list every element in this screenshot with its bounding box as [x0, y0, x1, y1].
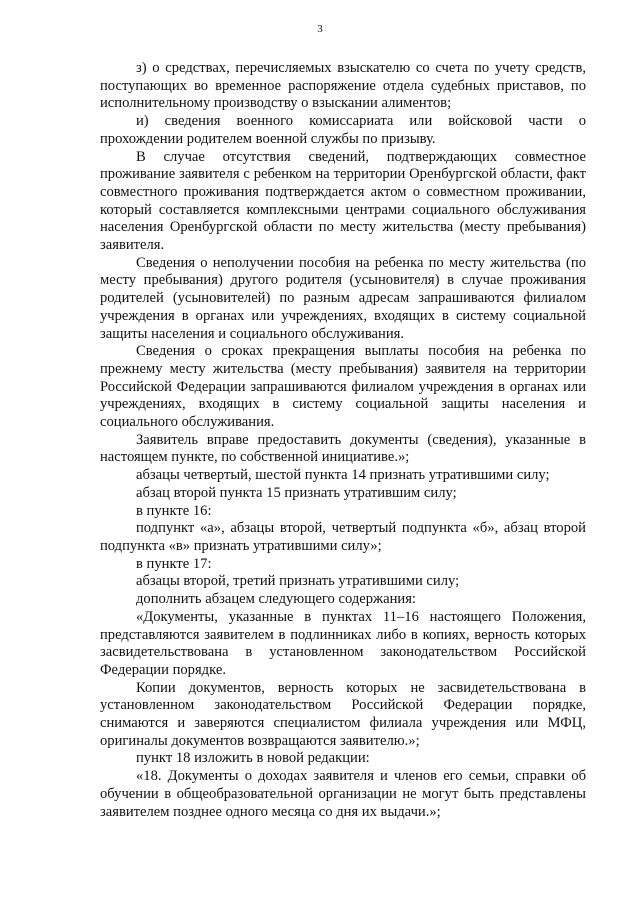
paragraph-item-16-subitems: подпункт «а», абзацы второй, четвертый подпункта «б», абзац второй подпункта «в» признать утратившими силу»;	[100, 520, 586, 554]
paragraph-z-funds: з) о средствах, перечисляемых взыскателю со счета по учету средств, поступающих во временное распоряжение отдела судебных приставов, по исполнительному производству о взыскании алиментов;	[100, 60, 586, 112]
paragraph-item-17-heading: в пункте 17:	[136, 555, 212, 572]
document-body	[100, 60, 586, 821]
paragraph-non-receipt-info: Сведения о неполучении пособия на ребенка по месту жительства (по месту пребывания) другого родителя (усыновителя) в случае проживания родителей (усыновителей) по разным адресам запрашиваются филиалом учреждения в органах или учреждениях, входящих в систему социальной защиты населения и социального обслуживания.	[100, 254, 586, 342]
paragraph-item-18-text: «18. Документы о доходах заявителя и членов его семьи, справки об обучении в общеобразовательной организации не могут быть представлены заявителем позднее одного месяца со дня их выдачи.»;	[100, 768, 586, 820]
paragraph-item-15: абзац второй пункта 15 признать утратившим силу;	[136, 484, 457, 501]
paragraph-termination-dates: Сведения о сроках прекращения выплаты пособия на ребенка по прежнему месту жительства (месту пребывания) заявителя на территории Российской Федерации запрашиваются филиалом учреждения в органах или учреждениях, входящих в систему социальной защиты населения и социального обслуживания.	[100, 343, 586, 431]
paragraph-item-18-heading: пункт 18 изложить в новой редакции:	[136, 750, 370, 767]
paragraph-item-14: абзацы четвертый, шестой пункта 14 признать утратившими силу;	[136, 467, 550, 484]
paragraph-item-17-repeal: абзацы второй, третий признать утратившими силу;	[136, 573, 460, 590]
paragraph-cohabitation-act: В случае отсутствия сведений, подтверждающих совместное проживание заявителя с ребенком на территории Оренбургской области, факт совместного проживания подтверждается актом о совместном проживании, который составляется комплексными центрами социального обслуживания населения Оренбургской области по месту жительства (месту пребывания) заявителя.	[100, 148, 586, 254]
paragraph-i-military: и) сведения военного комиссариата или войсковой части о прохождении родителем военной службы по призыву.	[100, 113, 586, 147]
page-number: 3	[317, 23, 323, 35]
paragraph-copies-certification: Копии документов, верность которых не засвидетельствована в установленном законодательством Российской Федерации порядке, снимаются и заверяются специалистом филиала учреждения или МФЦ, оригиналы документов возвращаются заявителю.»;	[100, 679, 586, 749]
paragraph-item-16-heading: в пункте 16:	[136, 502, 212, 519]
paragraph-item-17-add: дополнить абзацем следующего содержания:	[136, 591, 416, 608]
paragraph-documents-originals: «Документы, указанные в пунктах 11–16 настоящего Положения, представляются заявителем в подлинниках либо в копиях, верность которых засвидетельствована в установленном законодательством Российской Федерации порядке.	[100, 608, 586, 678]
paragraph-own-initiative: Заявитель вправе предоставить документы (сведения), указанные в настоящем пункте, по собственной инициативе.»;	[100, 431, 586, 466]
